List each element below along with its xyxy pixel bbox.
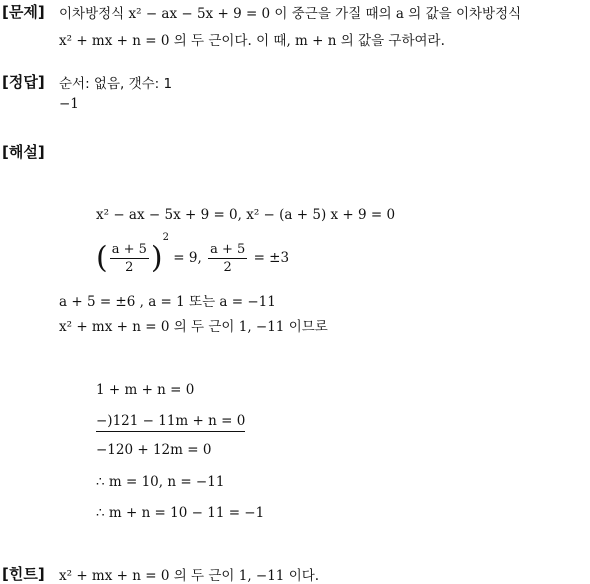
- equals-nine: = 9,: [173, 250, 202, 266]
- solution-line-4: x² + mx + n = 0 의 두 근이 1, −11 이므로: [59, 319, 328, 335]
- equals-plus-minus-three: = ±3: [253, 250, 290, 266]
- hint-label: [힌트]: [2, 565, 45, 583]
- calc-line-5: ∴ m + n = 10 − 11 = −1: [96, 505, 265, 521]
- calc-line-4: ∴ m = 10, n = −11: [96, 474, 225, 490]
- left-paren: (: [96, 240, 108, 276]
- fraction-numerator: a + 5: [210, 242, 246, 257]
- solution-line-3: a + 5 = ±6 , a = 1 또는 a = −11: [59, 294, 276, 310]
- subtraction-row: −)121 − 11m + n = 0: [96, 413, 245, 432]
- fraction-numerator: a + 5: [111, 242, 147, 257]
- answer-value: −1: [59, 96, 79, 112]
- calc-line-3: −120 + 12m = 0: [96, 442, 212, 458]
- right-paren: ): [150, 240, 163, 276]
- problem-line-1: 이차방정식 x² − ax − 5x + 9 = 0 이 중근을 가질 때의 a 의 값을 이차방정식: [59, 6, 522, 22]
- calc-line-2: [96, 413, 245, 429]
- fraction-denominator: 2: [125, 260, 134, 275]
- fraction-a-plus-5-over-2: [110, 241, 149, 276]
- answer-line-1: 순서: 없음, 갯수: 1: [59, 76, 173, 92]
- solution-label: [해설]: [2, 143, 45, 161]
- answer-label: [정답]: [2, 73, 45, 91]
- solution-eq-2: [96, 232, 289, 276]
- problem-label: [문제]: [2, 3, 45, 21]
- calc-line-1: 1 + m + n = 0: [96, 382, 195, 398]
- hint-text: x² + mx + n = 0 의 두 근이 1, −11 이다.: [59, 568, 320, 584]
- solution-eq-1: x² − ax − 5x + 9 = 0, x² − (a + 5) x + 9 = 0: [96, 207, 396, 223]
- exponent: 2: [162, 232, 169, 243]
- fraction-denominator: 2: [223, 260, 232, 275]
- fraction-a-plus-5-over-2-second: [208, 241, 247, 276]
- problem-line-2: x² + mx + n = 0 의 두 근이다. 이 때, m + n 의 값을 구하여라.: [59, 33, 445, 49]
